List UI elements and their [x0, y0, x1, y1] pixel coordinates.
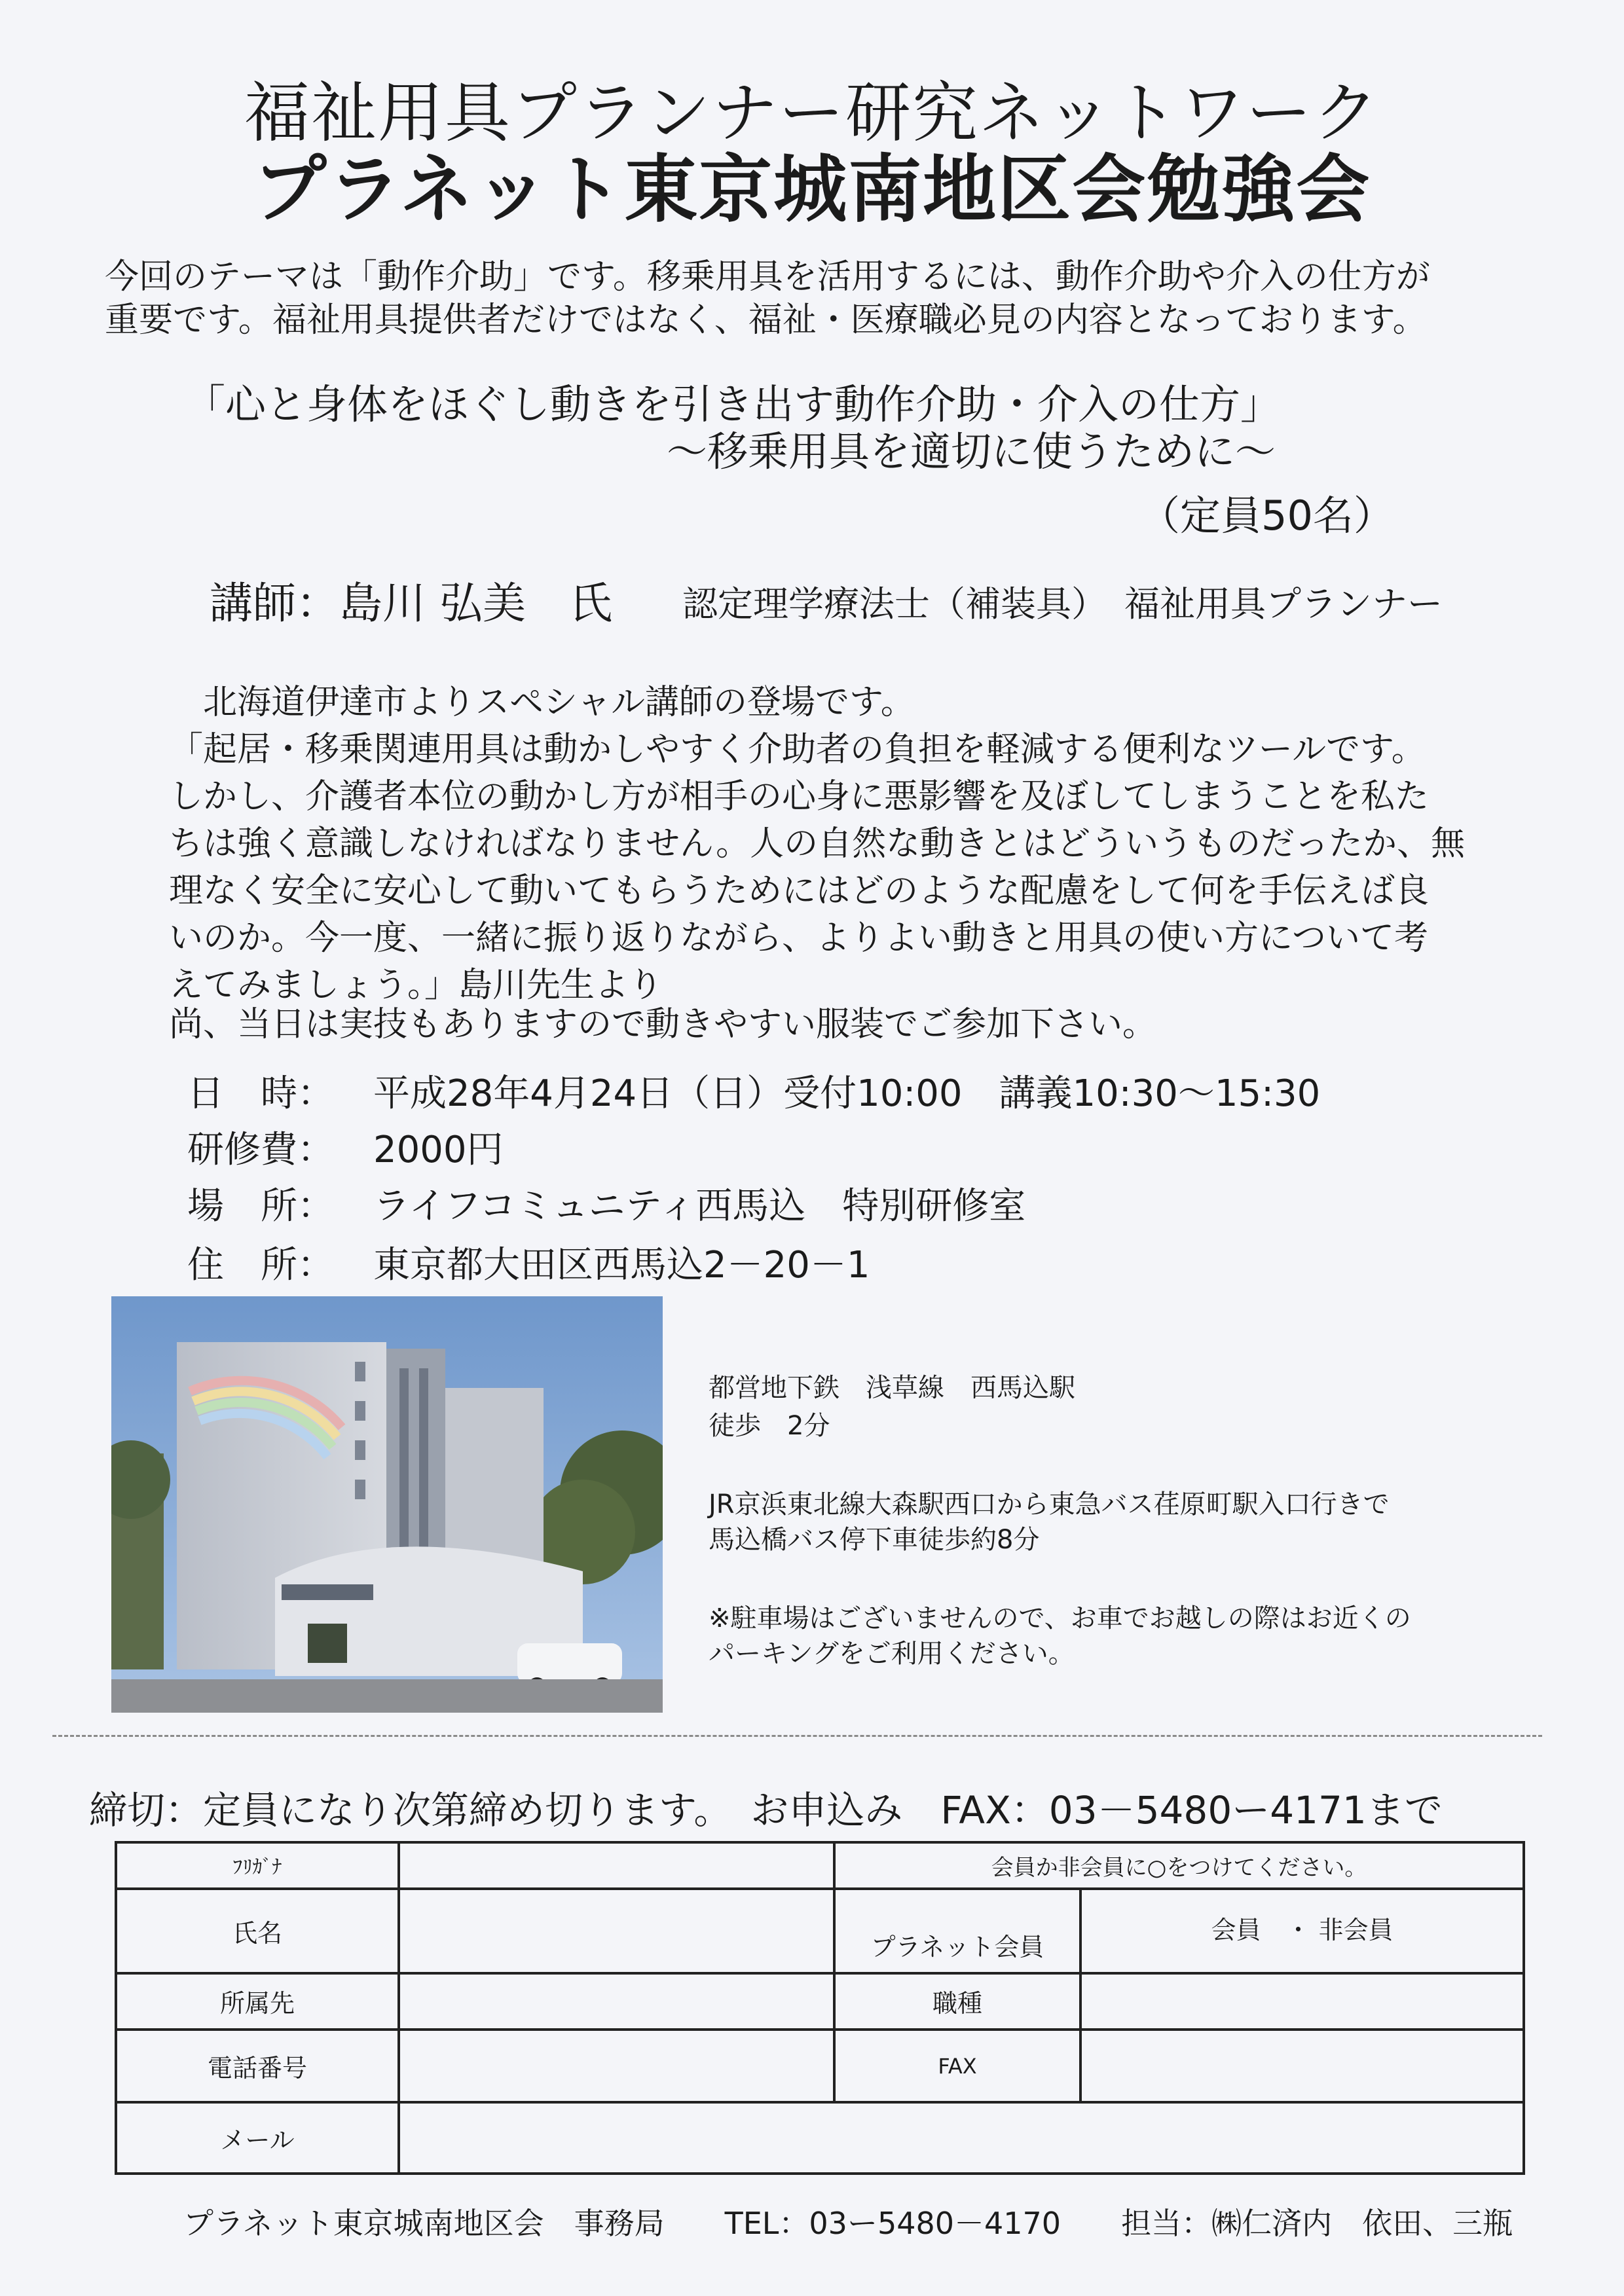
theme-subtitle: ～移乗用具を適切に使うために～	[667, 428, 1276, 475]
theme-capacity: （定員50名）	[1139, 492, 1394, 539]
message-line-7: えてみましょう。」島川先生より	[169, 966, 663, 1005]
fee-value: 2000円	[373, 1129, 504, 1171]
form-row-affiliation	[116, 1973, 1524, 2030]
fax-label: FAX	[834, 2030, 1080, 2102]
phone-field[interactable]	[399, 2030, 834, 2102]
access-bus-stop: 馬込橋バス停下車徒歩約8分	[709, 1525, 1040, 1555]
name-label: 氏名	[116, 1889, 399, 1973]
form-row-phone	[116, 2030, 1524, 2102]
deadline-fax-notice: 締切：定員になり次第締め切ります。 お申込み FAX：03－5480ー4171まで	[89, 1788, 1443, 1832]
footer-contact: プラネット東京城南地区会 事務局 TEL：03ー5480－4170 担当：㈱仁済内 依田、三瓶	[183, 2206, 1513, 2241]
occupation-field[interactable]	[1080, 1973, 1524, 2030]
furigana-field[interactable]	[399, 1842, 834, 1889]
application-form	[115, 1841, 1525, 2175]
theme-title: 「心と身体をほぐし動きを引き出す動作介助・介入の仕方」	[185, 380, 1282, 428]
planet-member-label: プラネット会員	[834, 1889, 1080, 1973]
form-row-name	[116, 1889, 1524, 1973]
email-label: メール	[116, 2102, 399, 2174]
date-value: 平成28年4月24日（日）受付10:00 講義10:30～15:30	[373, 1072, 1321, 1115]
fee-label: 研修費：	[187, 1129, 334, 1171]
message-line-6: いのか。今一度、一緒に振り返りながら、よりよい動きと用具の使い方について考	[169, 919, 1428, 958]
message-line-3: しかし、介護者本位の動かし方が相手の心身に悪影響を及ぼしてしまうことを私た	[169, 777, 1430, 816]
message-line-1: 北海道伊達市よりスペシャル講師の登場です。	[169, 683, 915, 722]
furigana-label: ﾌﾘｶﾞﾅ	[116, 1842, 399, 1889]
lecturer-name: 講師：島川 弘美 氏	[210, 578, 612, 629]
header-title-line1: 福祉用具プランナー研究ネットワーク	[244, 75, 1380, 151]
occupation-label: 職種	[834, 1973, 1080, 2030]
parking-note-1: ※駐車場はございませんので、お車でお越しの際はお近くの	[709, 1603, 1411, 1633]
message-line-2: 「起居・移乗関連用具は動かしやすく介助者の負担を軽減する便利なツールです。	[169, 730, 1426, 769]
header-title-line2: プラネット東京城南地区会勉強会	[253, 147, 1371, 232]
message-line-4: ちは強く意識しなければなりません。人の自然な動きとはどういうものだったか、無	[169, 824, 1466, 864]
cut-line-divider	[52, 1735, 1542, 1737]
lecturer-credentials: 認定理学療法士（補装具） 福祉用具プランナー	[682, 583, 1443, 625]
intro-line-2: 重要です。福祉用具提供者だけではなく、福祉・医療職必見の内容となっております。	[105, 301, 1427, 340]
place-value: ライフコミュニティ西馬込 特別研修室	[373, 1185, 1026, 1228]
building-illustration	[111, 1296, 663, 1713]
message-line-5: 理なく安全に安心して動いてもらうためにはどのような配慮をして何を手伝えば良	[169, 871, 1430, 911]
access-subway: 都営地下鉄 浅草線 西馬込駅	[709, 1373, 1075, 1403]
place-label: 場 所：	[187, 1185, 334, 1228]
address-value: 東京都大田区西馬込2－20－1	[373, 1244, 870, 1286]
fax-field[interactable]	[1080, 2030, 1524, 2102]
date-label: 日 時：	[187, 1072, 334, 1115]
intro-line-1: 今回のテーマは「動作介助」です。移乗用具を活用するには、動作介助や介入の仕方が	[105, 257, 1430, 297]
name-field[interactable]	[399, 1889, 834, 1973]
access-walk: 徒歩 2分	[709, 1411, 830, 1441]
affiliation-label: 所属先	[116, 1973, 399, 2030]
email-field[interactable]	[399, 2102, 1524, 2174]
access-bus-route: JR京浜東北線大森駅西口から東急バス荏原町駅入口行きで	[709, 1489, 1390, 1520]
affiliation-field[interactable]	[399, 1973, 834, 2030]
form-row-email	[116, 2102, 1524, 2174]
member-options[interactable]: 会員 ・ 非会員	[1080, 1889, 1524, 1973]
address-label: 住 所：	[187, 1244, 334, 1286]
phone-label: 電話番号	[116, 2030, 399, 2102]
venue-photo	[111, 1296, 663, 1713]
member-note: 会員か非会員に○をつけてください。	[834, 1842, 1524, 1889]
parking-note-2: パーキングをご利用ください。	[709, 1639, 1075, 1669]
message-line-8: 尚、当日は実技もありますので動きやすい服装でご参加下さい。	[169, 1005, 1157, 1044]
form-row-furigana	[116, 1842, 1524, 1889]
